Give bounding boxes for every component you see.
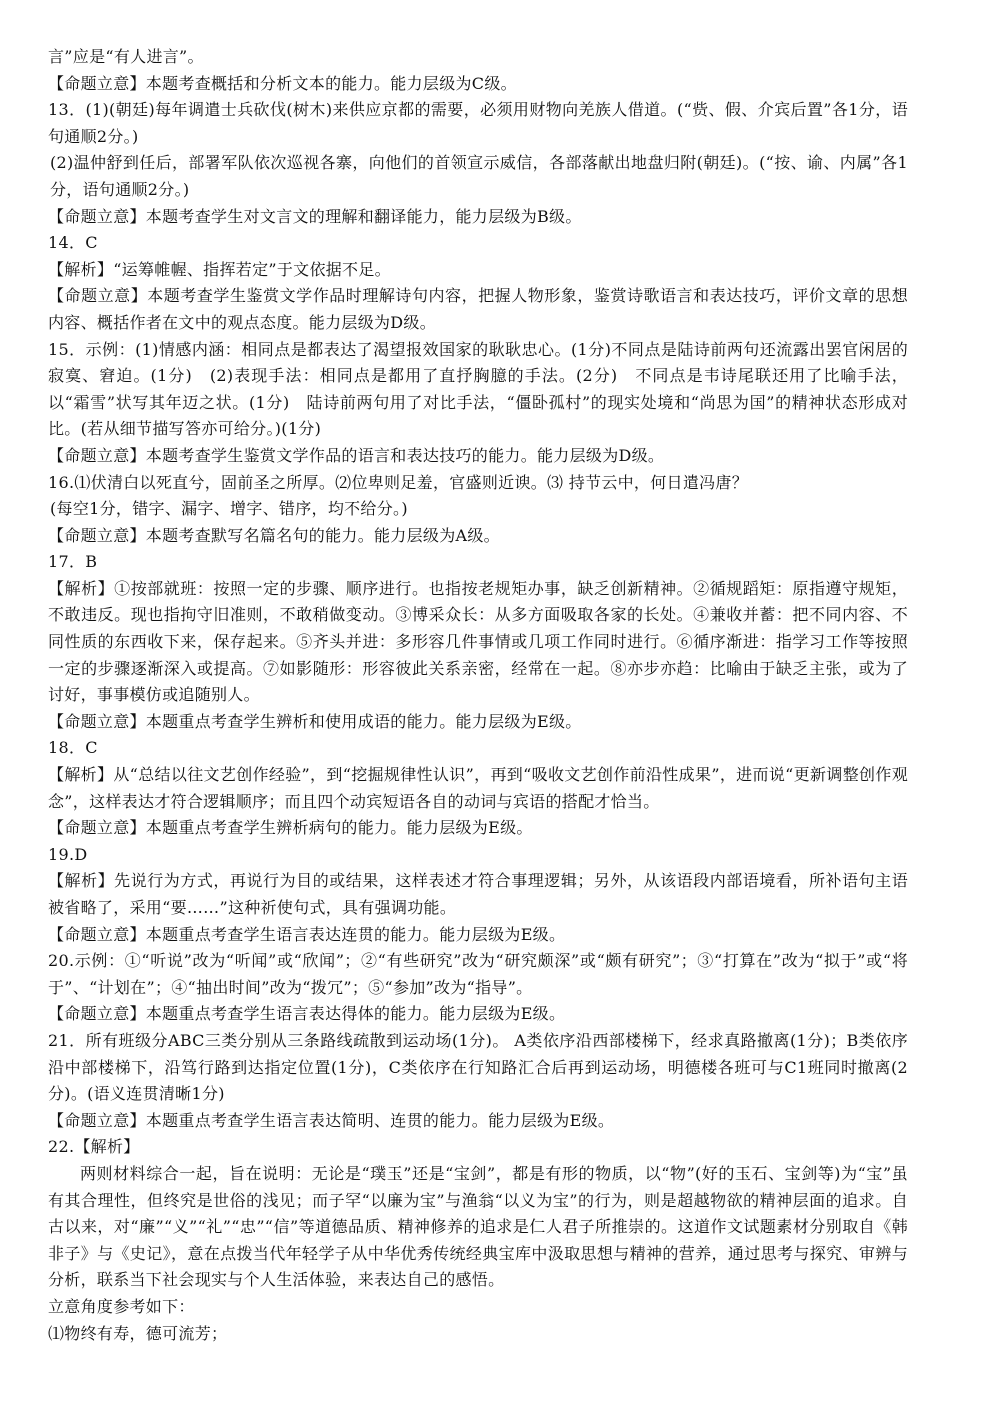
text-line: 【命题立意】本题考查默写名篇名句的能力。能力层级为A级。 xyxy=(48,525,500,545)
text-line: 言”应是“有人进言”。 xyxy=(48,47,204,66)
text-line: (每空1分，错字、漏字、增字、错序，均不给分。) xyxy=(50,499,408,519)
text-line: 【解析】从“总结以往文艺创作经验”，到“挖掘规律性认识”，再到“吸收文艺创作前沿性成果”，进而说“更新调整创作观念”，这样表达才符合逻辑顺序；而且四个动宾短语各自的动词与宾语的搭配才恰当。 xyxy=(48,765,908,811)
text-line: 【命题立意】本题考查学生鉴赏文学作品时理解诗句内容，把握人物形象，鉴赏诗歌语言和表达技巧，评价文章的思想内容、概括作者在文中的观点态度。能力层级为D级。 xyxy=(48,286,908,332)
text-line: 两则材料综合一起，旨在说明：无论是“璞玉”还是“宝剑”，都是有形的物质，以“物”(好的玉石、宝剑等)为“宝”虽有其合理性，但终究是世俗的浅见；而子罕“以廉为宝”与渔翁“以义为宝”的行为，则是超越物欲的精神层面的追求。自古以来，对“廉”“义”“礼”“忠”“信”等道德品质、精神修养的追求是仁人君子所推崇的。这道作文试题素材分别取自《韩非子》与《史记》，意在点拨当代年轻学子从中华优秀传统经典宝库中汲取思想与精神的营养，通过思考与探究、审辨与分析，联系当下社会现实与个人生活体验，来表达自己的感悟。 xyxy=(48,1163,908,1290)
text-line: 20.示例：①“听说”改为“听闻”或“欣闻”；②“有些研究”改为“研究颇深”或“颇有研究”；③“打算在”改为“拟于”或“将于”、“计划在”；④“抽出时间”改为“拨冗”；⑤“参加”改为“指导”。 xyxy=(48,951,908,997)
text-line: 22.【解析】 xyxy=(48,1137,140,1157)
text-line: 【命题立意】本题考查学生鉴赏文学作品的语言和表达技巧的能力。能力层级为D级。 xyxy=(48,445,665,465)
text-line: 16.⑴伏清白以死直兮，固前圣之所厚。⑵位卑则足羞，官盛则近谀。⑶ 持节云中，何日遣冯唐？ xyxy=(48,472,749,492)
text-line: 【解析】①按部就班：按照一定的步骤、顺序进行。也指按老规矩办事，缺乏创新精神。②循规蹈矩：原指遵守规矩，不敢违反。现也指拘守旧准则，不敢稍做变动。③博采众长：从多方面吸取各家的长处。④兼收并蓄：把不同内容、不同性质的东西收下来，保存起来。⑤齐头并进：多形容几件事情或几项工作同时进行。⑥循序渐进：指学习工作等按照一定的步骤逐渐深入或提高。⑦如影随形：形容彼此关系亲密，经常在一起。⑧亦步亦趋：比喻由于缺乏主张，或为了讨好，事事模仿或追随别人。 xyxy=(48,578,908,705)
text-line: 21．所有班级分ABC三类分别从三条路线疏散到运动场(1分)。 A类依序沿西部楼梯下，经求真路撤离(1分)；B类依序沿中部楼梯下，沿笃行路到达指定位置(1分)，C类依序在行知路汇合后再到运动场，明德楼各班可与C1班同时撤离(2分)。(语义连贯清晰1分) xyxy=(48,1030,908,1104)
text-line: (2)温仲舒到任后，部署军队依次巡视各寨，向他们的首领宣示威信，各部落献出地盘归附(朝廷)。(“按、谕、内属”各1分，语句通顺2分。) xyxy=(50,153,908,199)
text-line: 15．示例：(1)情感内涵：相同点是都表达了渴望报效国家的耿耿忠心。(1分)不同点是陆诗前两句还流露出罢官闲居的寂寞、窘迫。(1分) (2)表现手法：相同点是都用了直抒胸臆的手法。(2分) 不同点是韦诗尾联还用了比喻手法，以“霜雪”状写其年迈之状。(1分) 陆诗前两句用了对比手法，“僵卧孤村”的现实处境和“尚思为国”的精神状态形成对比。(若从细节描写答亦可给分。)(1分) xyxy=(48,339,908,439)
text-line: 17．B xyxy=(48,552,98,572)
text-line: 【解析】“运筹帷幄、指挥若定”于文依据不足。 xyxy=(48,259,391,279)
text-line: 14．C xyxy=(48,233,98,253)
text-line: 【解析】先说行为方式，再说行为目的或结果，这样表述才符合事理逻辑；另外，从该语段内部语境看，所补语句主语被省略了，采用“要……”这种祈使句式，具有强调功能。 xyxy=(48,871,908,917)
answer-key-document xyxy=(48,44,908,1347)
text-line: 【命题立意】本题重点考查学生语言表达连贯的能力。能力层级为E级。 xyxy=(48,924,566,944)
text-line: 【命题立意】本题考查学生对文言文的理解和翻译能力，能力层级为B级。 xyxy=(48,206,582,226)
text-line: ⑴物终有寿，德可流芳； xyxy=(48,1323,228,1343)
text-line: 13．(1)(朝廷)每年调遣士兵砍伐(树木)来供应京都的需要，必须用财物向羌族人借道。(“赀、假、介宾后置”各1分，语句通顺2分。) xyxy=(48,100,908,146)
text-line: 【命题立意】本题重点考查学生辨析和使用成语的能力。能力层级为E级。 xyxy=(48,711,582,731)
text-line: 【命题立意】本题重点考查学生辨析病句的能力。能力层级为E级。 xyxy=(48,818,533,838)
text-line: 18．C xyxy=(48,738,98,758)
text-line: 立意角度参考如下： xyxy=(48,1296,195,1316)
text-line: 19.D xyxy=(48,844,88,864)
text-line: 【命题立意】本题重点考查学生语言表达得体的能力。能力层级为E级。 xyxy=(48,1004,566,1024)
text-line: 【命题立意】本题重点考查学生语言表达简明、连贯的能力。能力层级为E级。 xyxy=(48,1110,615,1130)
text-line: 【命题立意】本题考查概括和分析文本的能力。能力层级为C级。 xyxy=(48,73,517,93)
